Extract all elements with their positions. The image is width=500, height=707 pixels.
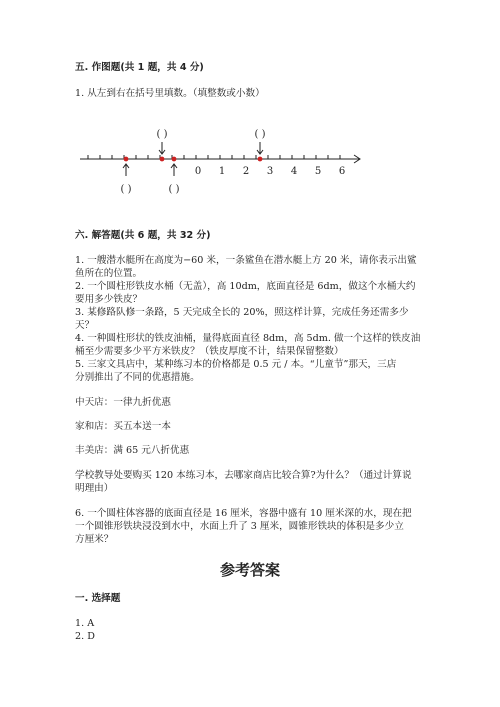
tick-label: 5 [314, 166, 322, 177]
q6-line: 5. 三家文具店中，某种练习本的价格都是 0.5 元 / 本。“儿童节”那天，三店 [75, 359, 397, 370]
answer-blank-below: ( ) [120, 184, 132, 195]
answer-item: 1. A [75, 618, 95, 629]
tick-label: 0 [194, 166, 202, 177]
tick-label: 3 [266, 166, 274, 177]
q5-question: 学校教导处要购买 120 本练习本，去哪家商店比较合算?为什么？（通过计算说 [75, 470, 412, 481]
q6-line: 1. 一艘潜水艇所在高度为−60 米，一条鲨鱼在潜水艇上方 20 米，请你表示出鲨 [75, 255, 417, 266]
q6-line: 天？ [75, 320, 95, 331]
answer-blank-above: ( ) [254, 129, 266, 140]
point-marker [124, 157, 129, 162]
q6-line: 鱼所在的位置。 [75, 268, 143, 279]
q6-line: 2. 一个圆柱形铁皮水桶（无盖），高 10dm，底面直径是 6dm，做这个水桶大约 [75, 281, 416, 292]
section5-heading: 五. 作图题(共 1 题，共 4 分) [75, 62, 204, 73]
q6-line: 4. 一种圆柱形状的铁皮油桶，量得底面直径 8dm，高 5dm. 做一个这样的铁皮油 [75, 333, 421, 344]
q6-text: 方厘米？ [75, 534, 114, 545]
answers-heading: 一. 选择题 [75, 593, 121, 604]
question-5-1: 1. 从左到右在括号里填数。（填整数或小数） [75, 88, 265, 99]
point-marker [160, 157, 165, 162]
q6-line: 3. 某修路队修一条路，5 天完成全长的 20%，照这样计算，完成任务还需多少 [75, 307, 409, 318]
answer-blank-above: ( ) [156, 129, 168, 140]
q6-line: 分别推出了不同的优惠措施。 [75, 372, 200, 383]
shop-zhongtian: 中天店：一律九折优惠 [75, 397, 171, 408]
section6-heading: 六. 解答题(共 6 题，共 32 分) [75, 230, 211, 241]
tick-label: 4 [290, 166, 298, 177]
point-marker [258, 157, 263, 162]
q6-line: 桶至少需要多少平方米铁皮？（铁皮厚度不计，结果保留整数） [75, 346, 344, 357]
number-line [0, 122, 500, 212]
q6-text: 一个圆锥形铁块浸没到水中，水面上升了 3 厘米，圆锥形铁块的体积是多少立 [75, 521, 404, 532]
tick-label: 6 [338, 166, 346, 177]
q5-question: 明理由） [75, 483, 114, 494]
tick-label: 1 [218, 166, 226, 177]
tick-label: 2 [242, 166, 250, 177]
answer-blank-below: ( ) [168, 184, 180, 195]
answers-title: 参考答案 [219, 561, 280, 579]
shop-jiahe: 家和店：买五本送一本 [75, 421, 171, 432]
q6-line: 要用多少铁皮？ [75, 294, 143, 305]
q6-text: 6. 一个圆柱体容器的底面直径是 16 厘米，容器中盛有 10 厘米深的水，现在把 [75, 508, 412, 519]
shop-fengmei: 丰美店：满 65 元八折优惠 [75, 445, 190, 456]
point-marker [172, 157, 177, 162]
answer-item: 2. D [75, 631, 95, 642]
